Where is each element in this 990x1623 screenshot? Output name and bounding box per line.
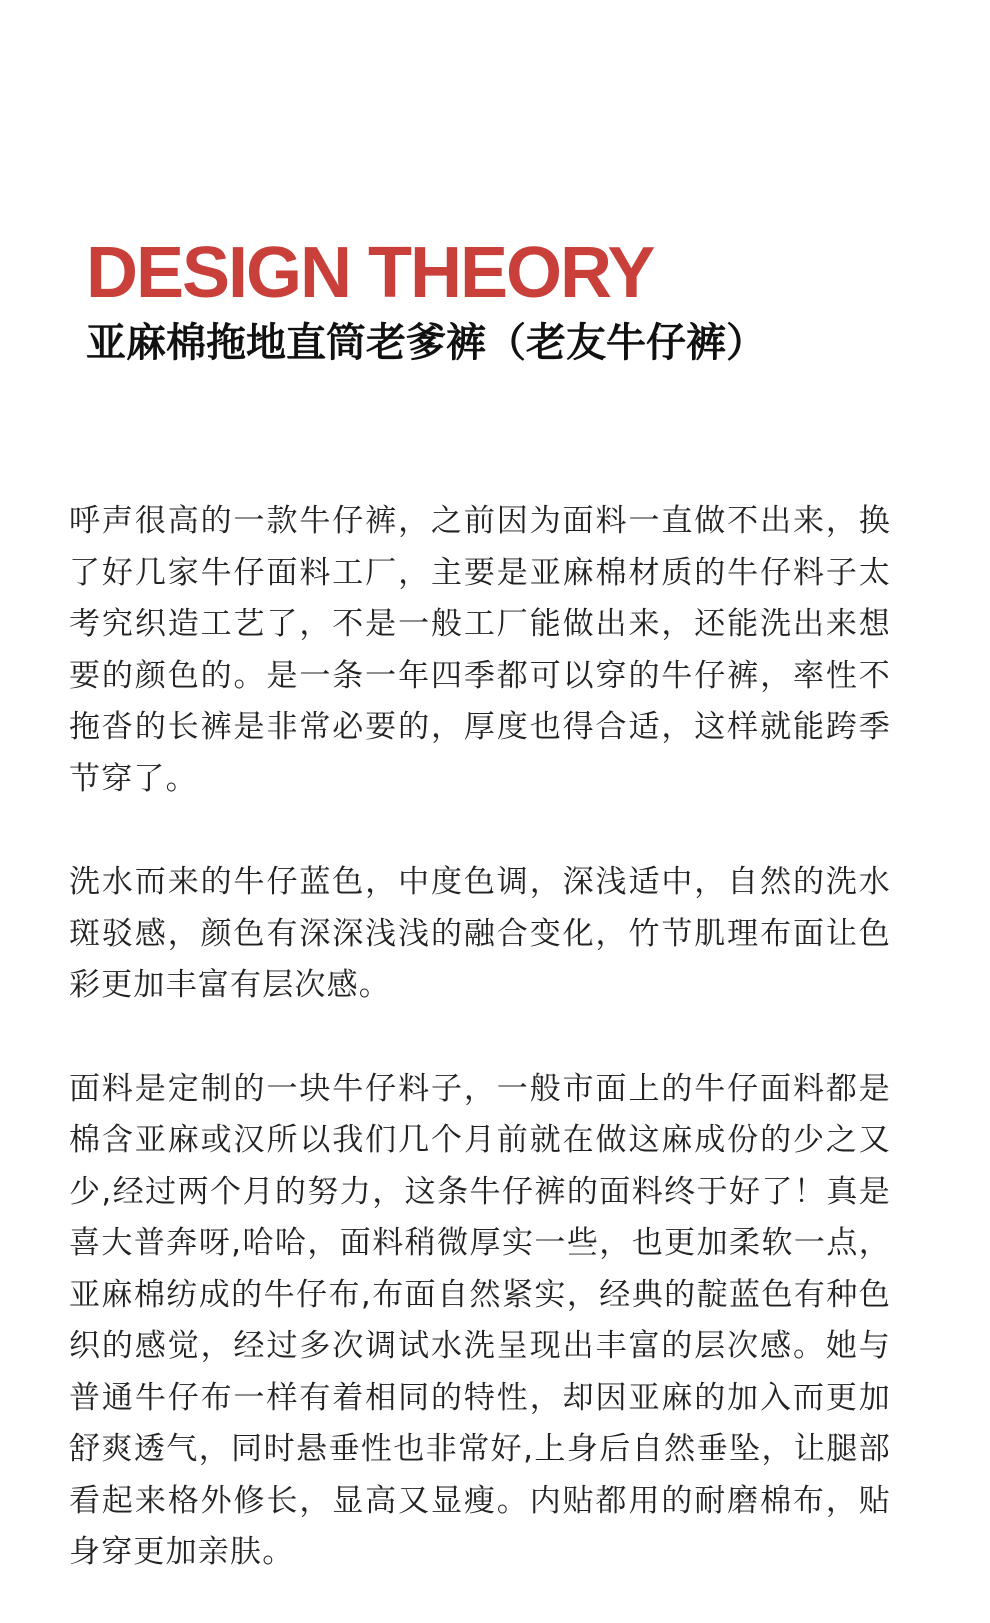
- paragraph-fabric: 面料是定制的一块牛仔料子，一般市面上的牛仔面料都是棉含亚麻或汉所以我们几个月前就在做这麻成份的少之又少,经过两个月的努力，这条牛仔裤的面料终于好了！真是喜大普奔呀,哈哈，面料稍微厚实一些，也更加柔软一点，亚麻棉纺成的牛仔布,布面自然紧实，经典的靛蓝色有种色织的感觉，经过多次调试水洗呈现出丰富的层次感。她与普通牛仔布一样有着相同的特性，却因亚麻的加入而更加舒爽透气，同时悬垂性也非常好,上身后自然垂坠，让腿部看起来格外修长，显高又显瘦。内贴都用的耐磨棉布，贴身穿更加亲肤。: [69, 1070, 891, 1570]
- heading-block: [86, 233, 966, 367]
- body-text: [69, 496, 891, 1579]
- title-chinese: 亚麻棉拖地直筒老爹裤（老友牛仔裤）: [86, 320, 766, 366]
- paragraph-color: 洗水而来的牛仔蓝色，中度色调，深浅适中，自然的洗水斑驳感，颜色有深深浅浅的融合变化，竹节肌理布面让色彩更加丰富有层次感。: [69, 864, 891, 1003]
- title-english: DESIGN THEORY: [86, 233, 654, 313]
- paragraph-intro: 呼声很高的一款牛仔裤，之前因为面料一直做不出来，换了好几家牛仔面料工厂，主要是亚麻棉材质的牛仔料子太考究织造工艺了，不是一般工厂能做出来，还能洗出来想要的颜色的。是一条一年四季都可以穿的牛仔裤，率性不拖沓的长裤是非常必要的，厚度也得合适，这样就能跨季节穿了。: [69, 503, 891, 797]
